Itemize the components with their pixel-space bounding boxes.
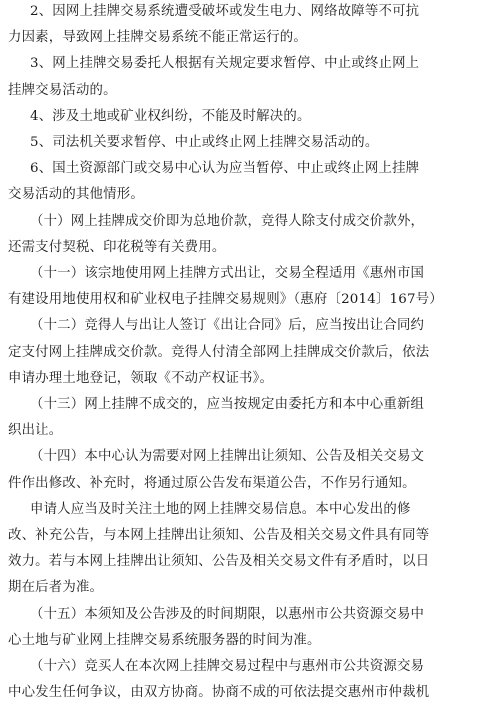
text-line: 2、因网上挂牌交易系统遭受破坏或发生电力、网络故障等不可抗 [30,4,420,19]
text-line: 申请人应当及时关注土地的网上挂牌交易信息。本中心发出的修 [30,501,411,517]
text-line: （十一）该宗地使用网上挂牌方式出让，交易全程适用《惠州市国 [30,266,425,281]
text-line: （十五）本须知及公告涉及的时间期限，以惠州市公共资源交易中 [30,606,425,622]
text-line: 4、涉及土地或矿业权纠纷，不能及时解决的。 [30,108,311,124]
text-line: 力因素，导致网上挂牌交易系统不能正常运行的。 [8,30,307,46]
text-line: 6、国土资源部门或交易中心认为应当暂停、中止或终止网上挂牌 [30,161,420,177]
text-line: （十六）竞买人在本次网上挂牌交易过程中与惠州市公共资源交易 [30,659,425,674]
text-line: 3、网上挂牌交易委托人根据有关规定要求暂停、中止或终止网上 [30,56,420,72]
text-line: 效力。若与本网上挂牌出让须知、公告及相关交易文件有矛盾时，以日 [8,554,430,570]
text-line: 期在后者为准。 [8,580,104,596]
text-line: 改、补充公告，与本网上挂牌出让须知、公告及相关交易文件具有同等 [8,528,430,543]
text-line: 定支付网上挂牌成交价款。竞得人付清全部网上挂牌成交价款后，依法 [8,344,430,360]
text-line: 挂牌交易活动的。 [8,82,117,98]
text-line: 申请办理土地登记，领取《不动产权证书》。 [8,370,274,386]
text-line: 交易活动的其他情形。 [8,187,144,203]
text-line: （十二）竞得人与出让人签订《出让合同》后，应当按出让合同约 [30,318,425,334]
text-line: （十四）本中心认为需要对网上挂牌出让须知、公告及相关交易文 [30,449,425,465]
text-line: 有建设用地使用权和矿业权电子挂牌交易规则》（惠府〔2014〕167号） [8,292,443,308]
text-line: 5、司法机关要求暂停、中止或终止网上挂牌交易活动的。 [30,135,379,150]
text-line: 中心发生任何争议，由双方协商。协商不成的可依法提交惠州市仲裁机 [8,685,430,701]
text-line: （十三）网上挂牌不成交的，应当按规定由委托方和本中心重新组 [30,397,425,412]
text-line: 心土地与矿业网上挂牌交易系统服务器的时间为准。 [8,632,321,648]
text-line: 织出让。 [8,423,63,439]
text-line: （十）网上挂牌成交价即为总地价款，竞得人除支付成交价款外， [30,213,425,229]
text-line: 件作出修改、补充时，将通过原公告发布渠道公告，不作另行通知。 [8,475,416,491]
text-line: 还需支付契税、印花税等有关费用。 [8,239,226,255]
